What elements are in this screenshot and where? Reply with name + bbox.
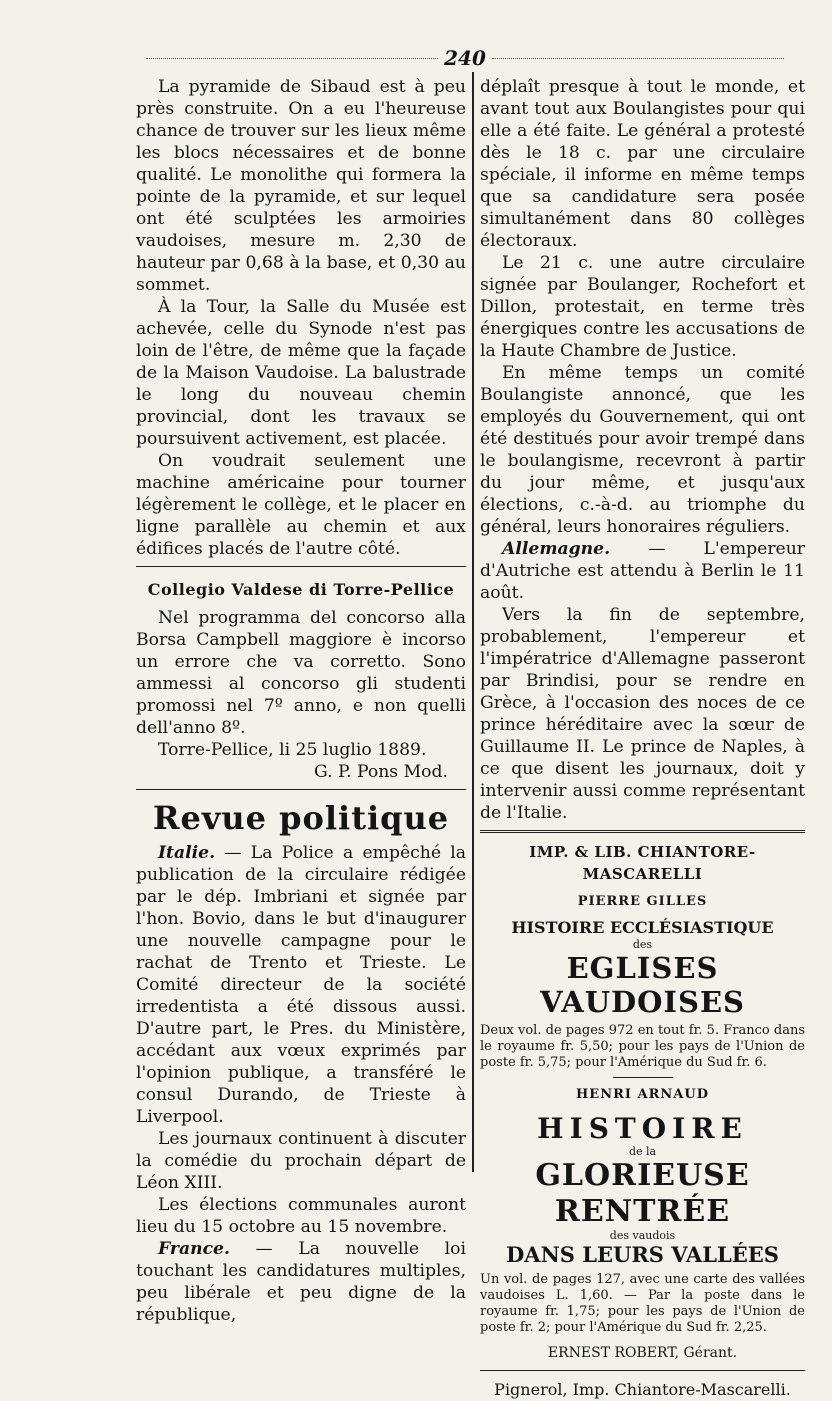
ad-title-dans-leurs-vallees: DANS LEURS VALLÉES	[506, 1242, 779, 1267]
italie-text: — La Police a empêché la publication de la circulaire rédigée par le dép. Imbriani et signée par l'hon. Bovio, dans le but d'inaugurer une nouvelle campagne pour le rachat de Trento et Trieste. Le Comité directeur de la société irredentista a été dissous aussi. D'autre part, le Pres. du Ministère, accédant aux vœux exprimés par l'opinion publique, a transféré le consul Durando, de Trieste à Liverpool.	[136, 843, 466, 1127]
paragraph-tour: À la Tour, la Salle du Musée est achevée, celle du Synode n'est pas loin de l'être, de même que la façade de la Maison Vaudoise. La balustrade le long du nouveau chemin provincial, dont les travaux se poursuivent activement, est placée.	[136, 297, 466, 449]
collegio-signature: G. P. Pons Mod.	[313, 762, 448, 782]
collegio-text: Nel programma del concorso alla Borsa Campbell maggiore è incorso un errore che va corretto. Sono ammessi al concorso gli studenti promossi nel 7º anno, e non quelli dell'anno 8º.	[136, 608, 466, 738]
elections-paragraph: Les élections communales auront lieu du 15 octobre au 15 novembre.	[136, 1195, 466, 1237]
left-column	[136, 76, 466, 1326]
paragraph-21: Le 21 c. une autre circulaire signée par Boulanger, Rochefort et Dillon, protestait, en terme très énergiques contre les accusations de la Haute Chambre de Justice.	[480, 253, 805, 361]
ad-title-des-vaudois: des vaudois	[609, 1229, 676, 1242]
ad-title-glorieuse-rentree: GLORIEUSE RENTRÉE	[535, 1158, 750, 1229]
ad-author-gilles: PIERRE GILLES	[577, 894, 708, 909]
ad-manager: ERNEST ROBERT, Gérant.	[547, 1345, 738, 1361]
paragraph-septembre: Vers la fin de septembre, probablement, l'empereur et l'impératrice d'Allemagne passeront par Brindisi, pour se rendre en Grèce, à l'occasion des noces de ce prince héréditaire avec la sœur de Guillaume II. Le prince de Naples, à ce que disent les journaux, doit y intervenir aussi comme représentant de l'Italie.	[480, 605, 805, 823]
france-continued: déplaît presque à tout le monde, et avant tout aux Boulangistes pour qui elle a été faite. Le général a protesté dès le 18 c. par une circulaire spéciale, il informe en même temps que sa candidature sera posée simultanément dans 80 collèges électoraux.	[480, 77, 805, 251]
france-paragraph	[136, 1238, 466, 1326]
italie-paragraph	[136, 842, 466, 1128]
ad-author-arnaud: HENRI ARNAUD	[576, 1087, 709, 1102]
france-label: France.	[158, 1239, 230, 1259]
ad-divider	[480, 830, 805, 833]
allemagne-paragraph	[480, 538, 805, 604]
allemagne-text: — L'empereur d'Autriche est attendu à Berlin le 11 août.	[480, 539, 805, 603]
ad-description-arnaud: Un vol. de pages 127, avec une carte des vallées vaudoises L. 1,60. — Par la poste dans le royaume fr. 1,75; pour les pays de l'Union de poste fr. 2; pour l'Amérique du Sud fr. 2,25.	[480, 1272, 805, 1335]
ad-description-gilles: Deux vol. de pages 972 en tout fr. 5. Franco dans le royaume fr. 5,50; pour les pays de l'Union de poste fr. 5,75; pour l'Amérique du Sud fr. 6.	[480, 1023, 805, 1070]
paragraph-machine: On voudrait seulement une machine américaine pour tourner légèrement le collège, et le placer en ligne parallèle au chemin et aux édifices placés de l'autre côté.	[136, 451, 466, 559]
italie-label: Italie.	[158, 843, 216, 863]
ad-publisher: IMP. & LIB. CHIANTORE-MASCARELLI	[529, 843, 756, 883]
section-divider-2	[136, 789, 466, 790]
collegio-title: Collegio Valdese di Torre-Pellice	[147, 580, 455, 599]
imprint-divider	[480, 1370, 805, 1371]
ad-title-de-la: de la	[628, 1145, 657, 1158]
column-divider	[472, 72, 474, 1172]
ad-title-des: des	[632, 938, 653, 951]
france-text: — La nouvelle loi touchant les candidatures multiples, peu libérale et peu digne de la république,	[136, 1239, 466, 1325]
ad-inner-rule	[613, 1077, 673, 1078]
right-column	[480, 76, 805, 1401]
ad-title-histoire: HISTOIRE	[537, 1112, 748, 1145]
ad-title-histoire-ecclesiastique: HISTOIRE ECCLÉSIASTIQUE	[511, 918, 774, 937]
paragraph-comite: En même temps un comité Boulangiste annoncé, que les employés du Gouvernement, qui ont été destitués pour avoir trempé dans le boulangisme, recevront à partir du jour même, et jusqu'aux élections, c.-à-d. au triomphe du général, leurs honoraires réguliers.	[480, 363, 805, 537]
page-header	[140, 46, 790, 70]
ad-title-eglises-vaudoises: EGLISES VAUDOISES	[539, 951, 745, 1019]
section-divider	[136, 566, 466, 567]
header-rule-right	[492, 58, 784, 59]
allemagne-label: Allemagne.	[502, 539, 611, 559]
advertisement	[480, 841, 805, 1364]
paragraph-pyramide: La pyramide de Sibaud est à peu près construite. On a eu l'heureuse chance de trouver sur les lieux même les blocs nécessaires et de bonne qualité. Le monolithe qui formera la pointe de la pyramide, et sur lequel ont été sculptées les armoiries vaudoises, mesure m. 2,30 de hauteur par 0,68 à la base, et 0,30 au sommet.	[136, 77, 466, 295]
imprint: Pignerol, Imp. Chiantore-Mascarelli.	[494, 1380, 791, 1399]
revue-heading: Revue politique	[152, 799, 450, 837]
page-number: 240	[444, 46, 486, 70]
collegio-place-date: Torre-Pellice, li 25 luglio 1889.	[158, 740, 427, 760]
header-rule-left	[146, 58, 438, 59]
journaux-paragraph: Les journaux continuent à discuter la comédie du prochain départ de Léon XIII.	[136, 1129, 466, 1193]
